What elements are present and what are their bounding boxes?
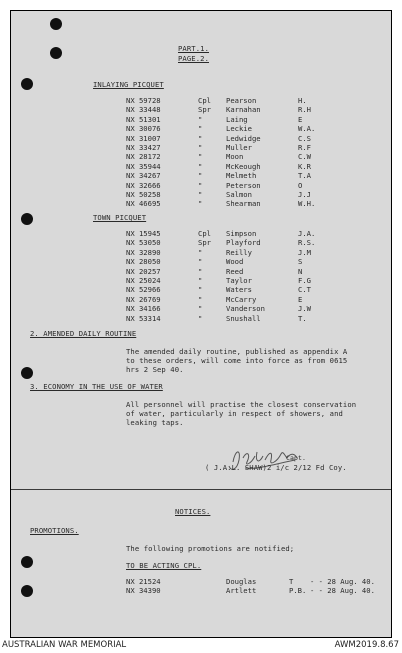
rank: ": [198, 143, 203, 152]
service-number: NX 59728: [126, 96, 161, 105]
service-number: NX 51301: [126, 114, 161, 124]
rank: ": [198, 247, 203, 257]
surname: McCarry: [226, 294, 257, 304]
service-number: NX 30076: [126, 124, 161, 134]
inlaying-picquet-list: [0, 97, 402, 207]
service-number: NX 26769: [126, 294, 161, 304]
surname: Melmeth: [226, 171, 257, 181]
promotion-date: - - 28 Aug. 40.: [310, 577, 375, 586]
rank: ": [198, 190, 203, 199]
promotions-intro: The following promotions are notified;: [126, 544, 295, 553]
inlaying-picquet-heading: INLAYING PICQUET: [93, 80, 164, 89]
surname: McKeough: [226, 161, 261, 171]
punch-hole: [50, 47, 62, 59]
service-number: NX 34390: [126, 586, 161, 596]
rank: ": [198, 161, 203, 171]
rank: ": [198, 124, 203, 134]
initials: E: [298, 294, 303, 304]
service-number: NX 21524: [126, 577, 161, 586]
service-number: NX 31007: [126, 133, 161, 143]
surname: Douglas: [226, 577, 257, 586]
rank: Spr: [198, 105, 211, 115]
initials: W.A.: [298, 124, 316, 134]
service-number: NX 53314: [126, 313, 161, 323]
promotion-date: - - 28 Aug. 40.: [310, 586, 375, 596]
rank: ": [198, 114, 203, 124]
service-number: NX 32666: [126, 180, 161, 190]
service-number: NX 20257: [126, 266, 161, 276]
town-picquet-row: [0, 258, 402, 267]
economy-heading: 3. ECONOMY IN THE USE OF WATER: [30, 382, 163, 391]
service-number: NX 50258: [126, 190, 161, 199]
surname: Moon: [226, 152, 244, 162]
surname: Salmon: [226, 190, 252, 199]
punch-hole: [21, 556, 33, 568]
initials: E: [298, 114, 303, 124]
service-number: NX 34267: [126, 171, 161, 181]
economy-line: leaking taps.: [126, 418, 184, 427]
inlaying-picquet-row: [0, 125, 402, 134]
surname: Snushall: [226, 313, 261, 323]
initials: R.H: [298, 105, 311, 115]
service-number: NX 28050: [126, 257, 161, 267]
rank: Spr: [198, 238, 211, 248]
initials: J.J: [298, 190, 311, 199]
part-label: PART.1.: [178, 44, 209, 53]
initials: O: [298, 180, 303, 190]
surname: Leckie: [226, 124, 252, 134]
punch-hole: [50, 18, 62, 30]
town-picquet-row: [0, 305, 402, 314]
initials: J.A.: [298, 229, 316, 238]
service-number: NX 32890: [126, 247, 161, 257]
page-label: PAGE.2.: [178, 54, 209, 63]
promotions-heading: PROMOTIONS.: [30, 526, 79, 535]
routine-line: The amended daily routine, published as appendix A: [126, 347, 348, 356]
initials: C.W: [298, 152, 311, 162]
surname: Simpson: [226, 229, 257, 238]
acting-cpl-heading: TO BE ACTING CPL.: [126, 561, 202, 570]
initials: S: [298, 257, 303, 267]
initials: J.W: [298, 304, 311, 314]
rank: ": [198, 180, 203, 190]
initials: P.B.: [289, 586, 307, 596]
initials: R.F: [298, 143, 311, 152]
rank: ": [198, 133, 203, 143]
surname: Muller: [226, 143, 252, 152]
surname: Ledwidge: [226, 133, 261, 143]
inlaying-picquet-row: [0, 200, 402, 209]
surname: Waters: [226, 285, 252, 295]
service-number: NX 34166: [126, 304, 161, 314]
town-picquet-list: [0, 230, 402, 322]
surname: Shearman: [226, 199, 261, 209]
service-number: NX 15945: [126, 229, 161, 238]
service-number: NX 25024: [126, 276, 161, 285]
rank: ": [198, 257, 203, 267]
surname: Peterson: [226, 180, 261, 190]
town-picquet-heading: TOWN PICQUET: [93, 213, 147, 222]
rank: ": [198, 276, 203, 285]
surname: Pearson: [226, 96, 257, 105]
service-number: NX 33448: [126, 105, 161, 115]
surname: Reilly: [226, 247, 252, 257]
promotion-row: [0, 587, 402, 596]
service-number: NX 46695: [126, 199, 161, 209]
surname: Laing: [226, 114, 248, 124]
surname: Karnahan: [226, 105, 261, 115]
surname: Reed: [226, 266, 244, 276]
initials: T.: [298, 313, 307, 323]
initials: J.M: [298, 247, 311, 257]
footer-accession: AWM2019.8.67: [334, 640, 399, 650]
rank: ": [198, 171, 203, 181]
service-number: NX 33427: [126, 143, 161, 152]
notices-heading: NOTICES.: [175, 507, 211, 516]
town-picquet-row: [0, 315, 402, 324]
rank: ": [198, 313, 203, 323]
rank: Cpl: [198, 96, 211, 105]
service-number: NX 52966: [126, 285, 161, 295]
economy-line: of water, particularly in respect of showers, and: [126, 409, 343, 418]
inlaying-picquet-row: [0, 172, 402, 181]
signature-block: ( J.A.L. SHAW)2 i/c 2/12 Fd Coy.: [205, 463, 347, 472]
rank: ": [198, 199, 203, 209]
rank: ": [198, 285, 203, 295]
rank: Cpl: [198, 229, 211, 238]
divider: [11, 489, 391, 490]
punch-hole: [21, 78, 33, 90]
routine-line: hrs 2 Sep 40.: [126, 365, 184, 374]
rank: ": [198, 294, 203, 304]
routine-heading: 2. AMENDED DAILY ROUTINE: [30, 329, 137, 338]
initials: H.: [298, 96, 307, 105]
initials: N: [298, 266, 303, 276]
footer-source: AUSTRALIAN WAR MEMORIAL: [2, 640, 127, 650]
initials: T: [289, 577, 294, 586]
promotions-list: [0, 578, 402, 598]
initials: K.R: [298, 161, 311, 171]
service-number: NX 53050: [126, 238, 161, 248]
surname: Playford: [226, 238, 261, 248]
rank: ": [198, 152, 203, 162]
punch-hole: [21, 367, 33, 379]
surname: Taylor: [226, 276, 252, 285]
initials: C.S: [298, 133, 311, 143]
surname: Vanderson: [226, 304, 265, 314]
rank: ": [198, 266, 203, 276]
signature-rank: Capt.: [286, 454, 307, 462]
rank: ": [198, 304, 203, 314]
service-number: NX 35944: [126, 161, 161, 171]
punch-hole: [21, 213, 33, 225]
surname: Wood: [226, 257, 244, 267]
initials: C.T: [298, 285, 311, 295]
routine-line: to these orders, will come into force as from 0615: [126, 356, 348, 365]
economy-line: All personnel will practise the closest conservation: [126, 400, 357, 409]
initials: T.A: [298, 171, 311, 181]
initials: F.G: [298, 276, 311, 285]
initials: R.S.: [298, 238, 316, 248]
surname: Artlett: [226, 586, 257, 596]
service-number: NX 28172: [126, 152, 161, 162]
initials: W.H.: [298, 199, 316, 209]
